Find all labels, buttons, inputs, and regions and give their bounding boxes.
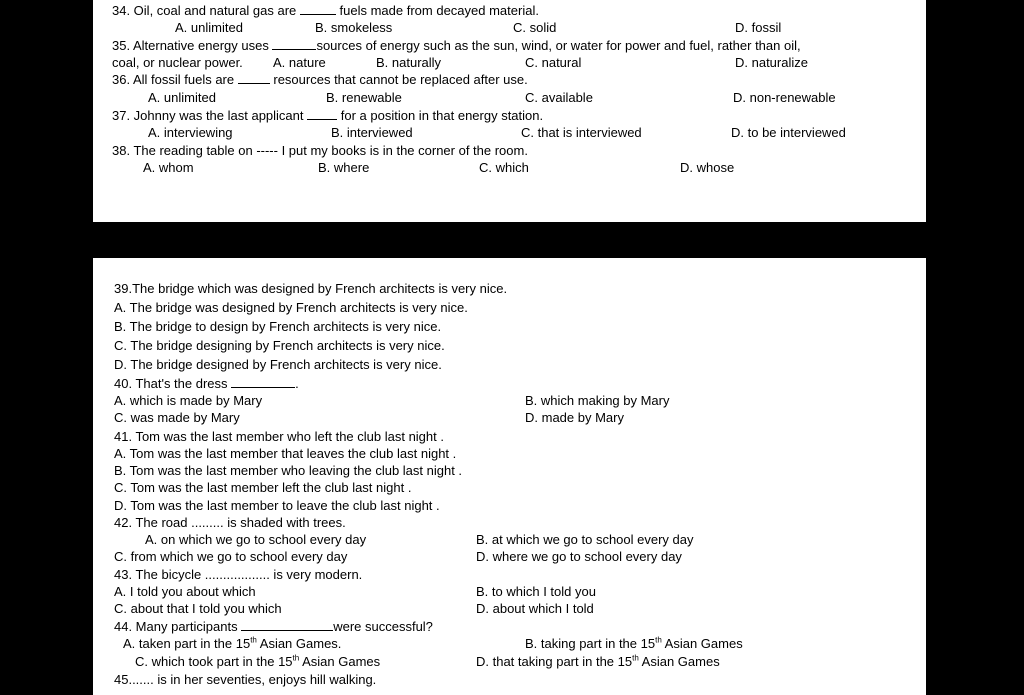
option-a: A. unlimited <box>148 90 216 105</box>
question-35: 35. Alternative energy uses sources of energy such as the sun, wind, or water for power and fuel, rather than oil, <box>112 38 801 53</box>
option-a: A. whom <box>143 160 194 175</box>
question-34: 34. Oil, coal and natural gas are fuels made from decayed material. <box>112 3 539 18</box>
option-d: D. non-renewable <box>733 90 836 105</box>
option-d: D. made by Mary <box>525 410 624 425</box>
option-a: A. The bridge was designed by French architects is very nice. <box>114 300 468 315</box>
option-a: A. nature <box>273 55 326 70</box>
option-b: B. which making by Mary <box>525 393 670 408</box>
option-a: A. which is made by Mary <box>114 393 263 408</box>
option-b: B. at which we go to school every day <box>476 532 694 547</box>
question-41: 41. Tom was the last member who left the club last night . <box>114 429 444 444</box>
option-b: B. The bridge to design by French architects is very nice. <box>114 319 442 334</box>
option-c: C. solid <box>513 20 557 35</box>
option-a: A. unlimited <box>175 20 243 35</box>
option-d: D. Tom was the last member to leave the club last night . <box>114 498 440 513</box>
worksheet-top-panel <box>93 0 926 222</box>
option-b: B. to which I told you <box>476 584 596 599</box>
option-c: C. was made by Mary <box>114 410 240 425</box>
option-d: D. naturalize <box>735 55 808 70</box>
question-45: 45....... is in her seventies, enjoys hill walking. <box>114 672 377 687</box>
question-35-line2: coal, or nuclear power. <box>112 55 243 70</box>
option-b: B. Tom was the last member who leaving the club last night . <box>114 463 463 478</box>
option-b: B. renewable <box>326 90 402 105</box>
option-c: C. which took part in the 15th Asian Games <box>135 653 381 669</box>
option-a: A. on which we go to school every day <box>145 532 367 547</box>
option-d: D. where we go to school every day <box>476 549 682 564</box>
worksheet-bottom-panel <box>93 258 926 695</box>
question-44: 44. Many participants were successful? <box>114 619 433 634</box>
option-c: C. from which we go to school every day <box>114 549 348 564</box>
option-c: C. Tom was the last member left the club last night . <box>114 480 412 495</box>
answer-blank <box>231 376 295 388</box>
question-37: 37. Johnny was the last applicant for a position in that energy station. <box>112 108 544 123</box>
option-c: C. available <box>525 90 593 105</box>
option-a: A. I told you about which <box>114 584 256 599</box>
option-c: C. about that I told you which <box>114 601 282 616</box>
option-d: D. fossil <box>735 20 782 35</box>
answer-blank <box>241 619 333 631</box>
question-40: 40. That's the dress . <box>114 376 299 391</box>
question-39: 39.The bridge which was designed by French architects is very nice. <box>114 281 508 296</box>
option-a: A. Tom was the last member that leaves the club last night . <box>114 446 457 461</box>
option-a: A. taken part in the 15th Asian Games. <box>123 635 342 651</box>
option-a: A. interviewing <box>148 125 233 140</box>
option-c: C. that is interviewed <box>521 125 642 140</box>
option-d: D. about which I told <box>476 601 594 616</box>
option-b: B. naturally <box>376 55 442 70</box>
question-38: 38. The reading table on ----- I put my books is in the corner of the room. <box>112 143 528 158</box>
question-36: 36. All fossil fuels are resources that cannot be replaced after use. <box>112 72 528 87</box>
option-c: C. which <box>479 160 529 175</box>
question-42: 42. The road ......... is shaded with trees. <box>114 515 346 530</box>
option-d: D. whose <box>680 160 735 175</box>
option-c: C. The bridge designing by French architects is very nice. <box>114 338 445 353</box>
option-d: D. to be interviewed <box>731 125 846 140</box>
question-43: 43. The bicycle .................. is very modern. <box>114 567 363 582</box>
option-d: D. that taking part in the 15th Asian Games <box>476 653 720 669</box>
answer-blank <box>300 3 336 15</box>
option-c: C. natural <box>525 55 582 70</box>
option-b: B. taking part in the 15th Asian Games <box>525 635 743 651</box>
answer-blank <box>307 108 337 120</box>
option-b: B. where <box>318 160 370 175</box>
answer-blank <box>238 72 270 84</box>
option-d: D. The bridge designed by French architects is very nice. <box>114 357 442 372</box>
answer-blank <box>272 38 316 50</box>
option-b: B. smokeless <box>315 20 393 35</box>
option-b: B. interviewed <box>331 125 413 140</box>
